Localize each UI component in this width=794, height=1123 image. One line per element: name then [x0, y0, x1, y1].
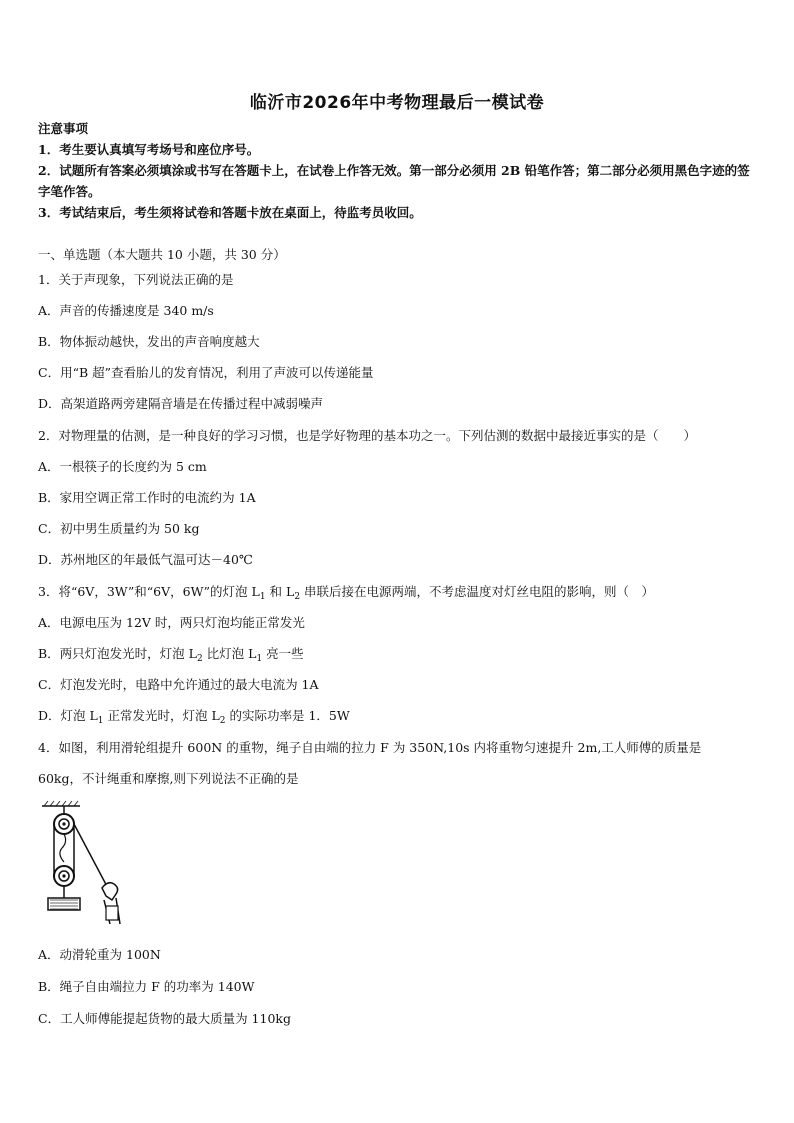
q1-stem: 1．关于声现象，下列说法正确的是 [38, 272, 234, 287]
notice-item-1: 1．考生要认真填写考场号和座位序号。 [38, 142, 260, 157]
section-heading: 一、单选题（本大题共 10 小题，共 30 分） [38, 247, 286, 262]
q4-option-b: B．绳子自由端拉力 F 的功率为 140W [38, 979, 255, 994]
q3-option-b-sub-2: 2 [196, 654, 203, 664]
q3-option-b-sub-1: 1 [256, 654, 263, 664]
q3-option-b-part-a: B．两只灯泡发光时，灯泡 L [38, 646, 197, 661]
q3-option-a: A．电源电压为 12V 时，两只灯泡均能正常发光 [38, 615, 305, 630]
q2-option-b: B．家用空调正常工作时的电流约为 1A [38, 490, 256, 505]
q3-stem-part-c: 串联后接在电源两端，不考虑温度对灯丝电阻的影响，则（ ） [300, 584, 655, 599]
q4-option-c: C．工人师傅能提起货物的最大质量为 110kg [38, 1011, 291, 1026]
q3-option-d-part-c: 的实际功率是 1．5W [225, 708, 350, 723]
q3-stem-part-b: 和 L [265, 584, 295, 599]
q3-option-d-sub-2: 2 [219, 716, 226, 726]
q3-stem [38, 584, 654, 605]
page-title: 临沂市2026年中考物理最后一模试卷 [249, 93, 545, 113]
q2-option-c: C．初中男生质量约为 50 kg [38, 521, 200, 536]
q2-option-a: A．一根筷子的长度约为 5 cm [38, 459, 207, 474]
q3-option-d-part-a: D．灯泡 L [38, 708, 98, 723]
q3-stem-sub-1: 1 [259, 592, 266, 602]
q3-option-b-part-c: 亮一些 [262, 646, 304, 661]
q3-option-d-sub-1: 1 [97, 716, 104, 726]
notice-item-2: 2．试题所有答案必须填涂或书写在答题卡上，在试卷上作答无效。第一部分必须用 2B 铅笔作答；第二部分必须用黑色字迹的签字笔作答。 [38, 163, 750, 199]
q4-stem-line-2: 60kg，不计绳重和摩擦,则下列说法不正确的是 [38, 771, 299, 786]
q2-option-d: D．苏州地区的年最低气温可达－40℃ [38, 552, 253, 567]
q4-option-a: A．动滑轮重为 100N [38, 947, 161, 962]
pulley-figure [40, 800, 130, 925]
rope-free-end [74, 824, 110, 892]
q3-stem-part-a: 3．将“6V，3W”和“6V，6W”的灯泡 L [38, 584, 260, 599]
q4-stem-line-1: 4．如图，利用滑轮组提升 600N 的重物，绳子自由端的拉力 F 为 350N,10s 内将重物匀速提升 2m,工人师傅的质量是 [38, 740, 702, 755]
q3-option-b [38, 646, 304, 667]
q3-option-c: C．灯泡发光时，电路中允许通过的最大电流为 1A [38, 677, 319, 692]
hook-between [60, 834, 66, 862]
q1-option-b: B．物体振动越快，发出的声音响度越大 [38, 334, 260, 349]
notice-item-3: 3．考试结束后，考生须将试卷和答题卡放在桌面上，待监考员收回。 [38, 205, 422, 220]
notice-heading: 注意事项 [38, 121, 89, 136]
q3-option-b-part-b: 比灯泡 L [202, 646, 257, 661]
q2-stem: 2．对物理量的估测，是一种良好的学习习惯，也是学好物理的基本功之一。下列估测的数据中最接近事实的是（ ） [38, 428, 696, 443]
worker-hand [102, 883, 118, 900]
q1-option-d: D．高架道路两旁建隔音墙是在传播过程中减弱噪声 [38, 396, 324, 411]
q3-stem-sub-2: 2 [294, 592, 301, 602]
q1-option-a: A．声音的传播速度是 340 m/s [38, 303, 214, 318]
q3-option-d-part-b: 正常发光时，灯泡 L [103, 708, 220, 723]
q1-option-c: C．用“B 超”查看胎儿的发育情况，利用了声波可以传递能量 [38, 365, 374, 380]
q3-option-d [38, 708, 350, 729]
